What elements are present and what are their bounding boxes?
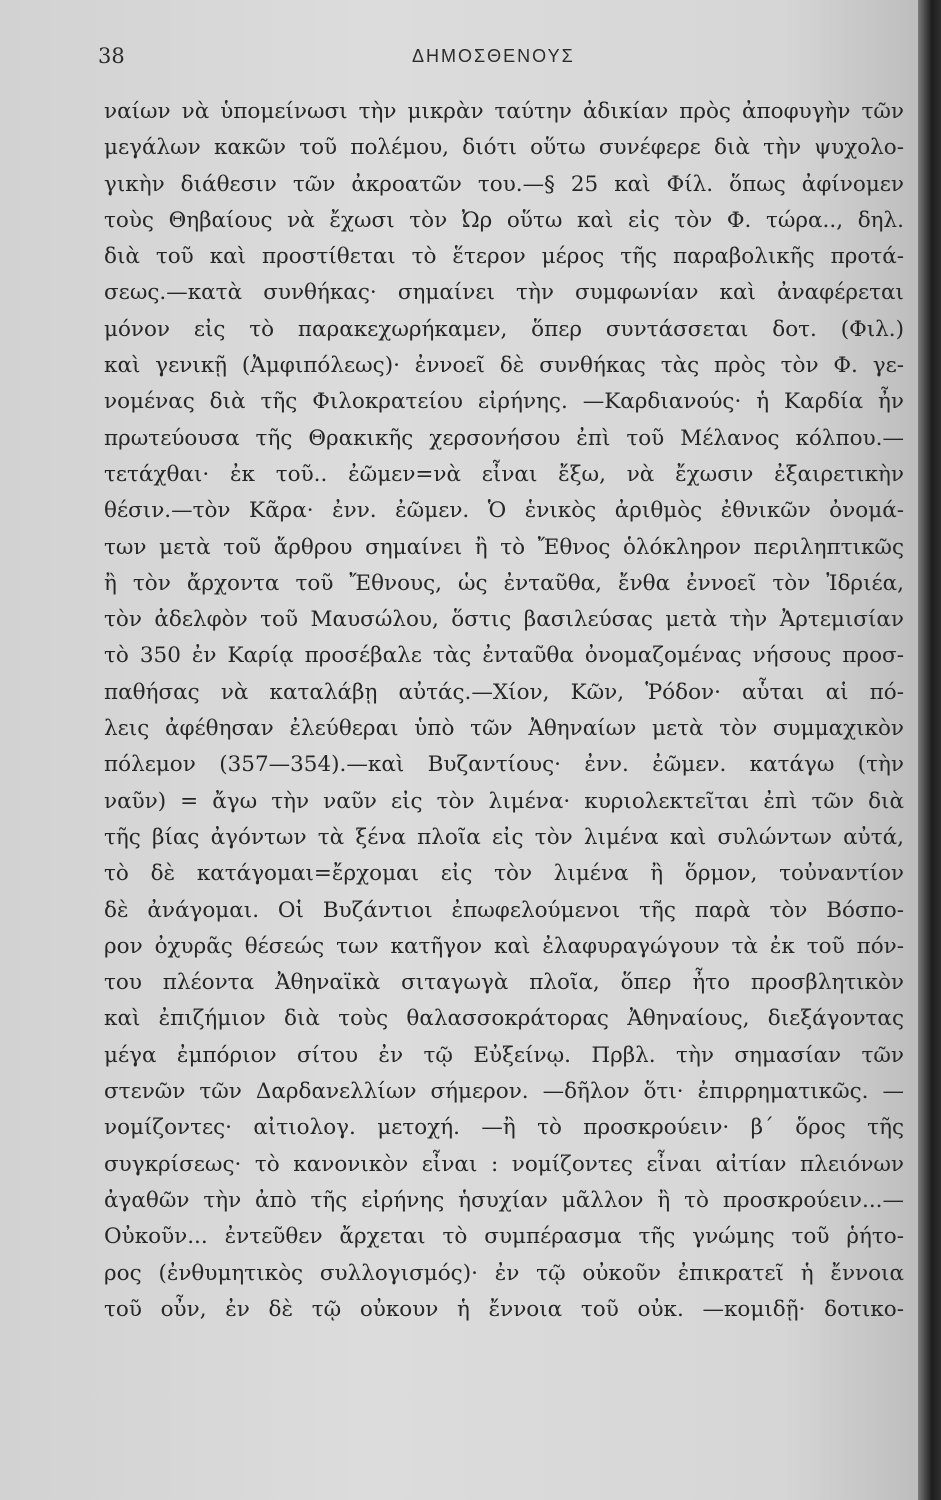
text-line: ἀγαθῶν τὴν ἀπὸ τῆς εἰρήνης ἡσυχίαν μᾶλλον ἢ τὸ προσκρούειν...— [104, 1187, 904, 1213]
text-line: του πλέοντα Ἀθηναϊκὰ σιταγωγὰ πλοῖα, ὅπερ ἦτο προσβλητικὸν [104, 970, 904, 996]
text-line: καὶ ἐπιζήμιον διὰ τοὺς θαλασσοκράτορας Ἀθηναίους, διεξάγοντας [104, 1006, 904, 1032]
text-line: τετάχθαι· ἐκ τοῦ.. ἐῶμεν=νὰ εἶναι ἔξω, νὰ ἔχωσιν ἐξαιρετικὴν [104, 461, 904, 487]
text-line: τὸ δὲ κατάγομαι=ἔρχομαι εἰς τὸν λιμένα ἢ ὅρμον, τοὐναντίον [104, 861, 904, 887]
text-line: τοῦ οὖν, ἐν δὲ τῷ οὐκουν ἡ ἔννοια τοῦ οὐκ. —κομιδῇ· δοτικο- [104, 1296, 904, 1322]
text-line: πρωτεύουσα τῆς Θρακικῆς χερσονήσου ἐπὶ τοῦ Μέλανος κόλπου.— [104, 425, 904, 451]
text-line: μέγα ἐμπόριον σίτου ἐν τῷ Εὐξείνῳ. Πρβλ. τὴν σημασίαν τῶν [104, 1042, 904, 1068]
text-line: στενῶν τῶν Δαρδανελλίων σήμερον. —δῆλον ὅτι· ἐπιρρηματικῶς. — [104, 1079, 904, 1105]
page-title: ΔΗΜΟΣΘΕΝΟΥΣ [412, 46, 575, 66]
text-line: γικὴν διάθεσιν τῶν ἀκροατῶν του.—§ 25 καὶ Φίλ. ὅπως ἀφίνομεν [104, 171, 904, 197]
page-edge-shadow [918, 0, 941, 1500]
text-line: ναίων νὰ ὑπομείνωσι τὴν μικρὰν ταύτην ἀδικίαν πρὸς ἀποφυγὴν τῶν [104, 99, 904, 124]
text-line: ρος (ἐνθυμητικὸς συλλογισμός)· ἐν τῷ οὐκοῦν ἐπικρατεῖ ἡ ἔννοια [104, 1260, 904, 1286]
text-line: τὸν ἀδελφὸν τοῦ Μαυσώλου, ὅστις βασιλεύσας μετὰ τὴν Ἀρτεμισίαν [104, 607, 904, 633]
text-line: τὸ 350 ἐν Καρίᾳ προσέβαλε τὰς ἐνταῦθα ὀνομαζομένας νήσους προσ- [104, 643, 904, 669]
text-line: πόλεμον (357—354).—καὶ Βυζαντίους· ἐνν. ἐῶμεν. κατάγω (τὴν [104, 752, 904, 778]
text-line: σεως.—κατὰ συνθήκας· σημαίνει τὴν συμφωνίαν καὶ ἀναφέρεται [104, 280, 904, 306]
text-line: λεις ἀφέθησαν ἐλεύθεραι ὑπὸ τῶν Ἀθηναίων μετὰ τὸν συμμαχικὸν [104, 716, 904, 742]
text-line: θέσιν.—τὸν Κᾶρα· ἐνν. ἐῶμεν. Ὁ ἑνικὸς ἀριθμὸς ἐθνικῶν ὀνομά- [104, 498, 904, 524]
text-line: νομίζοντες· αἰτιολογ. μετοχή. —ἢ τὸ προσκρούειν· β΄ ὅρος τῆς [104, 1115, 904, 1141]
text-line: διὰ τοῦ καὶ προστίθεται τὸ ἕτερον μέρος τῆς παραβολικῆς προτά- [104, 244, 904, 270]
text-line: καὶ γενικῇ (Ἀμφιπόλεως)· ἐννοεῖ δὲ συνθήκας τὰς πρὸς τὸν Φ. γε- [104, 353, 904, 379]
text-line: ναῦν) = ἄγω τὴν ναῦν εἰς τὸν λιμένα· κυριολεκτεῖται ἐπὶ τῶν διὰ [104, 788, 904, 814]
body-text [104, 94, 904, 1328]
text-line: τοὺς Θηβαίους νὰ ἔχωσι τὸν Ὠρ οὕτω καὶ εἰς τὸν Φ. τώρα.., δηλ. [104, 207, 904, 233]
text-line: παθήσας νὰ καταλάβῃ αὐτάς.—Χίον, Κῶν, Ῥόδον· αὗται αἱ πό- [104, 679, 904, 705]
text-line: συγκρίσεως· τὸ κανονικὸν εἶναι : νομίζοντες εἶναι αἰτίαν πλειόνων [104, 1151, 904, 1177]
text-line: μεγάλων κακῶν τοῦ πολέμου, διότι οὕτω συνέφερε διὰ τὴν ψυχολο- [104, 135, 904, 161]
text-line: ρον ὀχυρᾶς θέσεώς των κατῆγον καὶ ἐλαφυραγώγουν τὰ ἐκ τοῦ πόν- [104, 933, 904, 959]
running-head [0, 44, 920, 74]
text-line: ἢ τὸν ἄρχοντα τοῦ Ἔθνους, ὡς ἐνταῦθα, ἔνθα ἐννοεῖ τὸν Ἰδριέα, [104, 570, 904, 596]
text-line: Οὐκοῦν... ἐντεῦθεν ἄρχεται τὸ συμπέρασμα τῆς γνώμης τοῦ ῥήτο- [104, 1224, 904, 1250]
text-line: δὲ ἀνάγομαι. Οἱ Βυζάντιοι ἐπωφελούμενοι τῆς παρὰ τὸν Βόσπο- [104, 897, 904, 923]
text-line: των μετὰ τοῦ ἄρθρου σημαίνει ἢ τὸ Ἔθνος ὁλόκληρον περιληπτικῶς [104, 534, 904, 560]
text-line: νομένας διὰ τῆς Φιλοκρατείου εἰρήνης. —Καρδιανούς· ἡ Καρδία ἦν [104, 389, 904, 415]
text-line: μόνον εἰς τὸ παρακεχωρήκαμεν, ὅπερ συντάσσεται δοτ. (Φιλ.) [104, 316, 904, 342]
text-line: τῆς βίας ἀγόντων τὰ ξένα πλοῖα εἰς τὸν λιμένα καὶ συλώντων αὐτά, [104, 824, 904, 850]
page-number: 38 [98, 44, 125, 68]
